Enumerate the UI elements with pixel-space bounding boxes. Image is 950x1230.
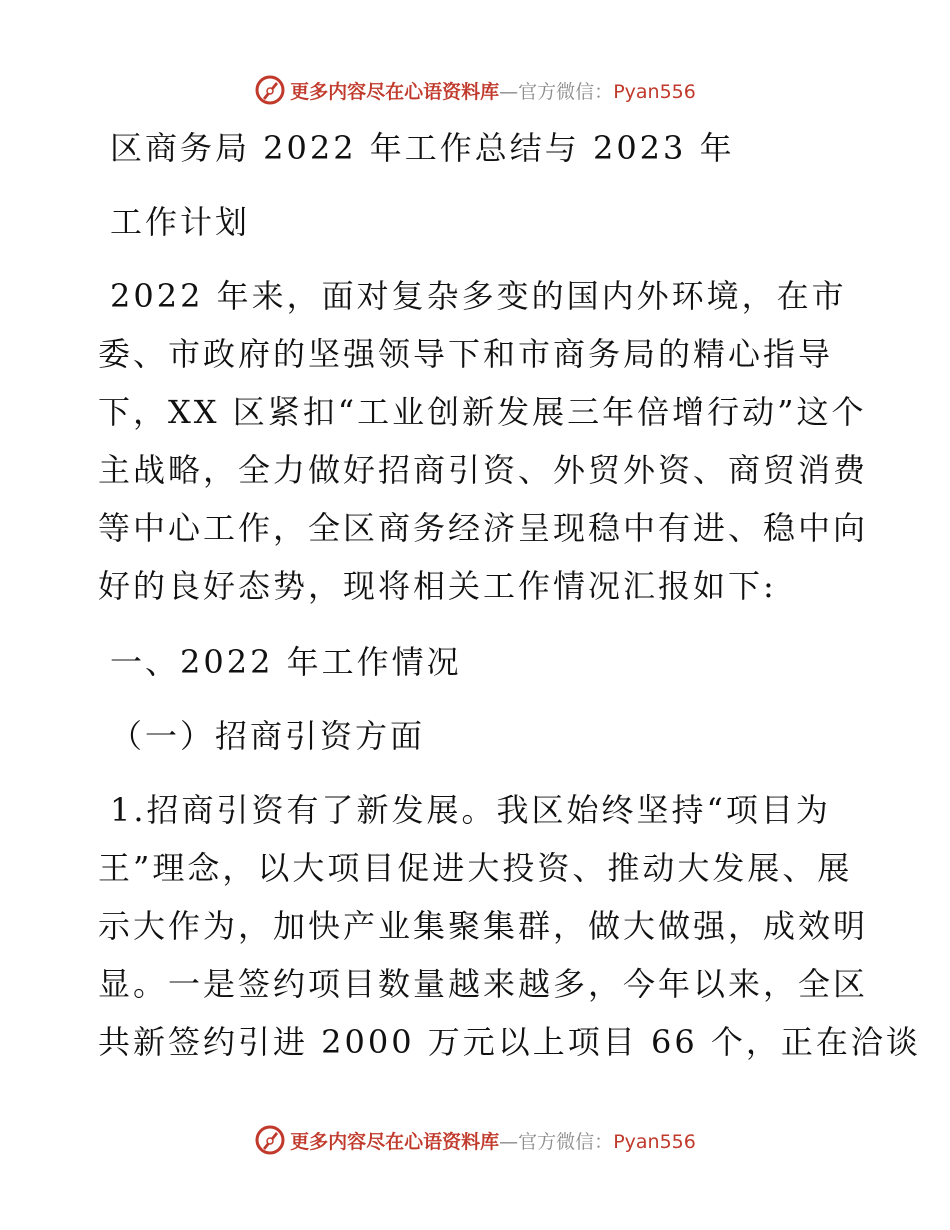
item-line: 显。一是签约项目数量越来越多，今年以来，全区 <box>98 965 869 1003</box>
intro-line: 下，XX 区紧扣“工业创新发展三年倍增行动”这个 <box>98 393 867 431</box>
document-title-line-1: 区商务局 2022 年工作总结与 2023 年 <box>110 129 735 167</box>
watermark-dash: — <box>499 80 519 103</box>
watermark-gray-text: 官方微信： <box>518 80 614 103</box>
item-line: 1.招商引资有了新发展。我区始终坚持“项目为 <box>110 791 831 829</box>
watermark-gray-text: 官方微信： <box>518 1130 614 1153</box>
item-line: 王”理念，以大项目促进大投资、推动大发展、展 <box>98 849 853 887</box>
intro-line: 等中心工作，全区商务经济呈现稳中有进、稳中向 <box>98 509 869 547</box>
watermark-id: Pyan556 <box>613 1130 696 1153</box>
quill-logo-icon <box>254 1124 286 1156</box>
footer-watermark <box>0 1120 950 1160</box>
intro-line: 委、市政府的坚强领导下和市商务局的精心指导 <box>98 335 834 373</box>
watermark-red-text: 更多内容尽在心语资料库 <box>290 1130 500 1153</box>
document-title-line-2: 工作计划 <box>110 203 251 241</box>
intro-line: 2022 年来，面对复杂多变的国内外环境，在市 <box>110 277 847 315</box>
quill-logo-icon <box>254 74 286 106</box>
watermark-id: Pyan556 <box>613 80 696 103</box>
section-heading: 一、2022 年工作情况 <box>110 643 462 681</box>
watermark-dash: — <box>499 1130 519 1153</box>
watermark-red-text: 更多内容尽在心语资料库 <box>290 80 500 103</box>
subsection-heading: （一）招商引资方面 <box>110 717 426 755</box>
intro-line: 主战略，全力做好招商引资、外贸外资、商贸消费 <box>98 451 869 489</box>
item-line: 示大作为，加快产业集聚集群，做大做强，成效明 <box>98 907 869 945</box>
intro-line: 好的良好态势，现将相关工作情况汇报如下: <box>98 567 777 605</box>
item-line: 共新签约引进 2000 万元以上项目 66 个，正在洽谈 <box>98 1023 921 1061</box>
header-watermark <box>0 70 950 110</box>
